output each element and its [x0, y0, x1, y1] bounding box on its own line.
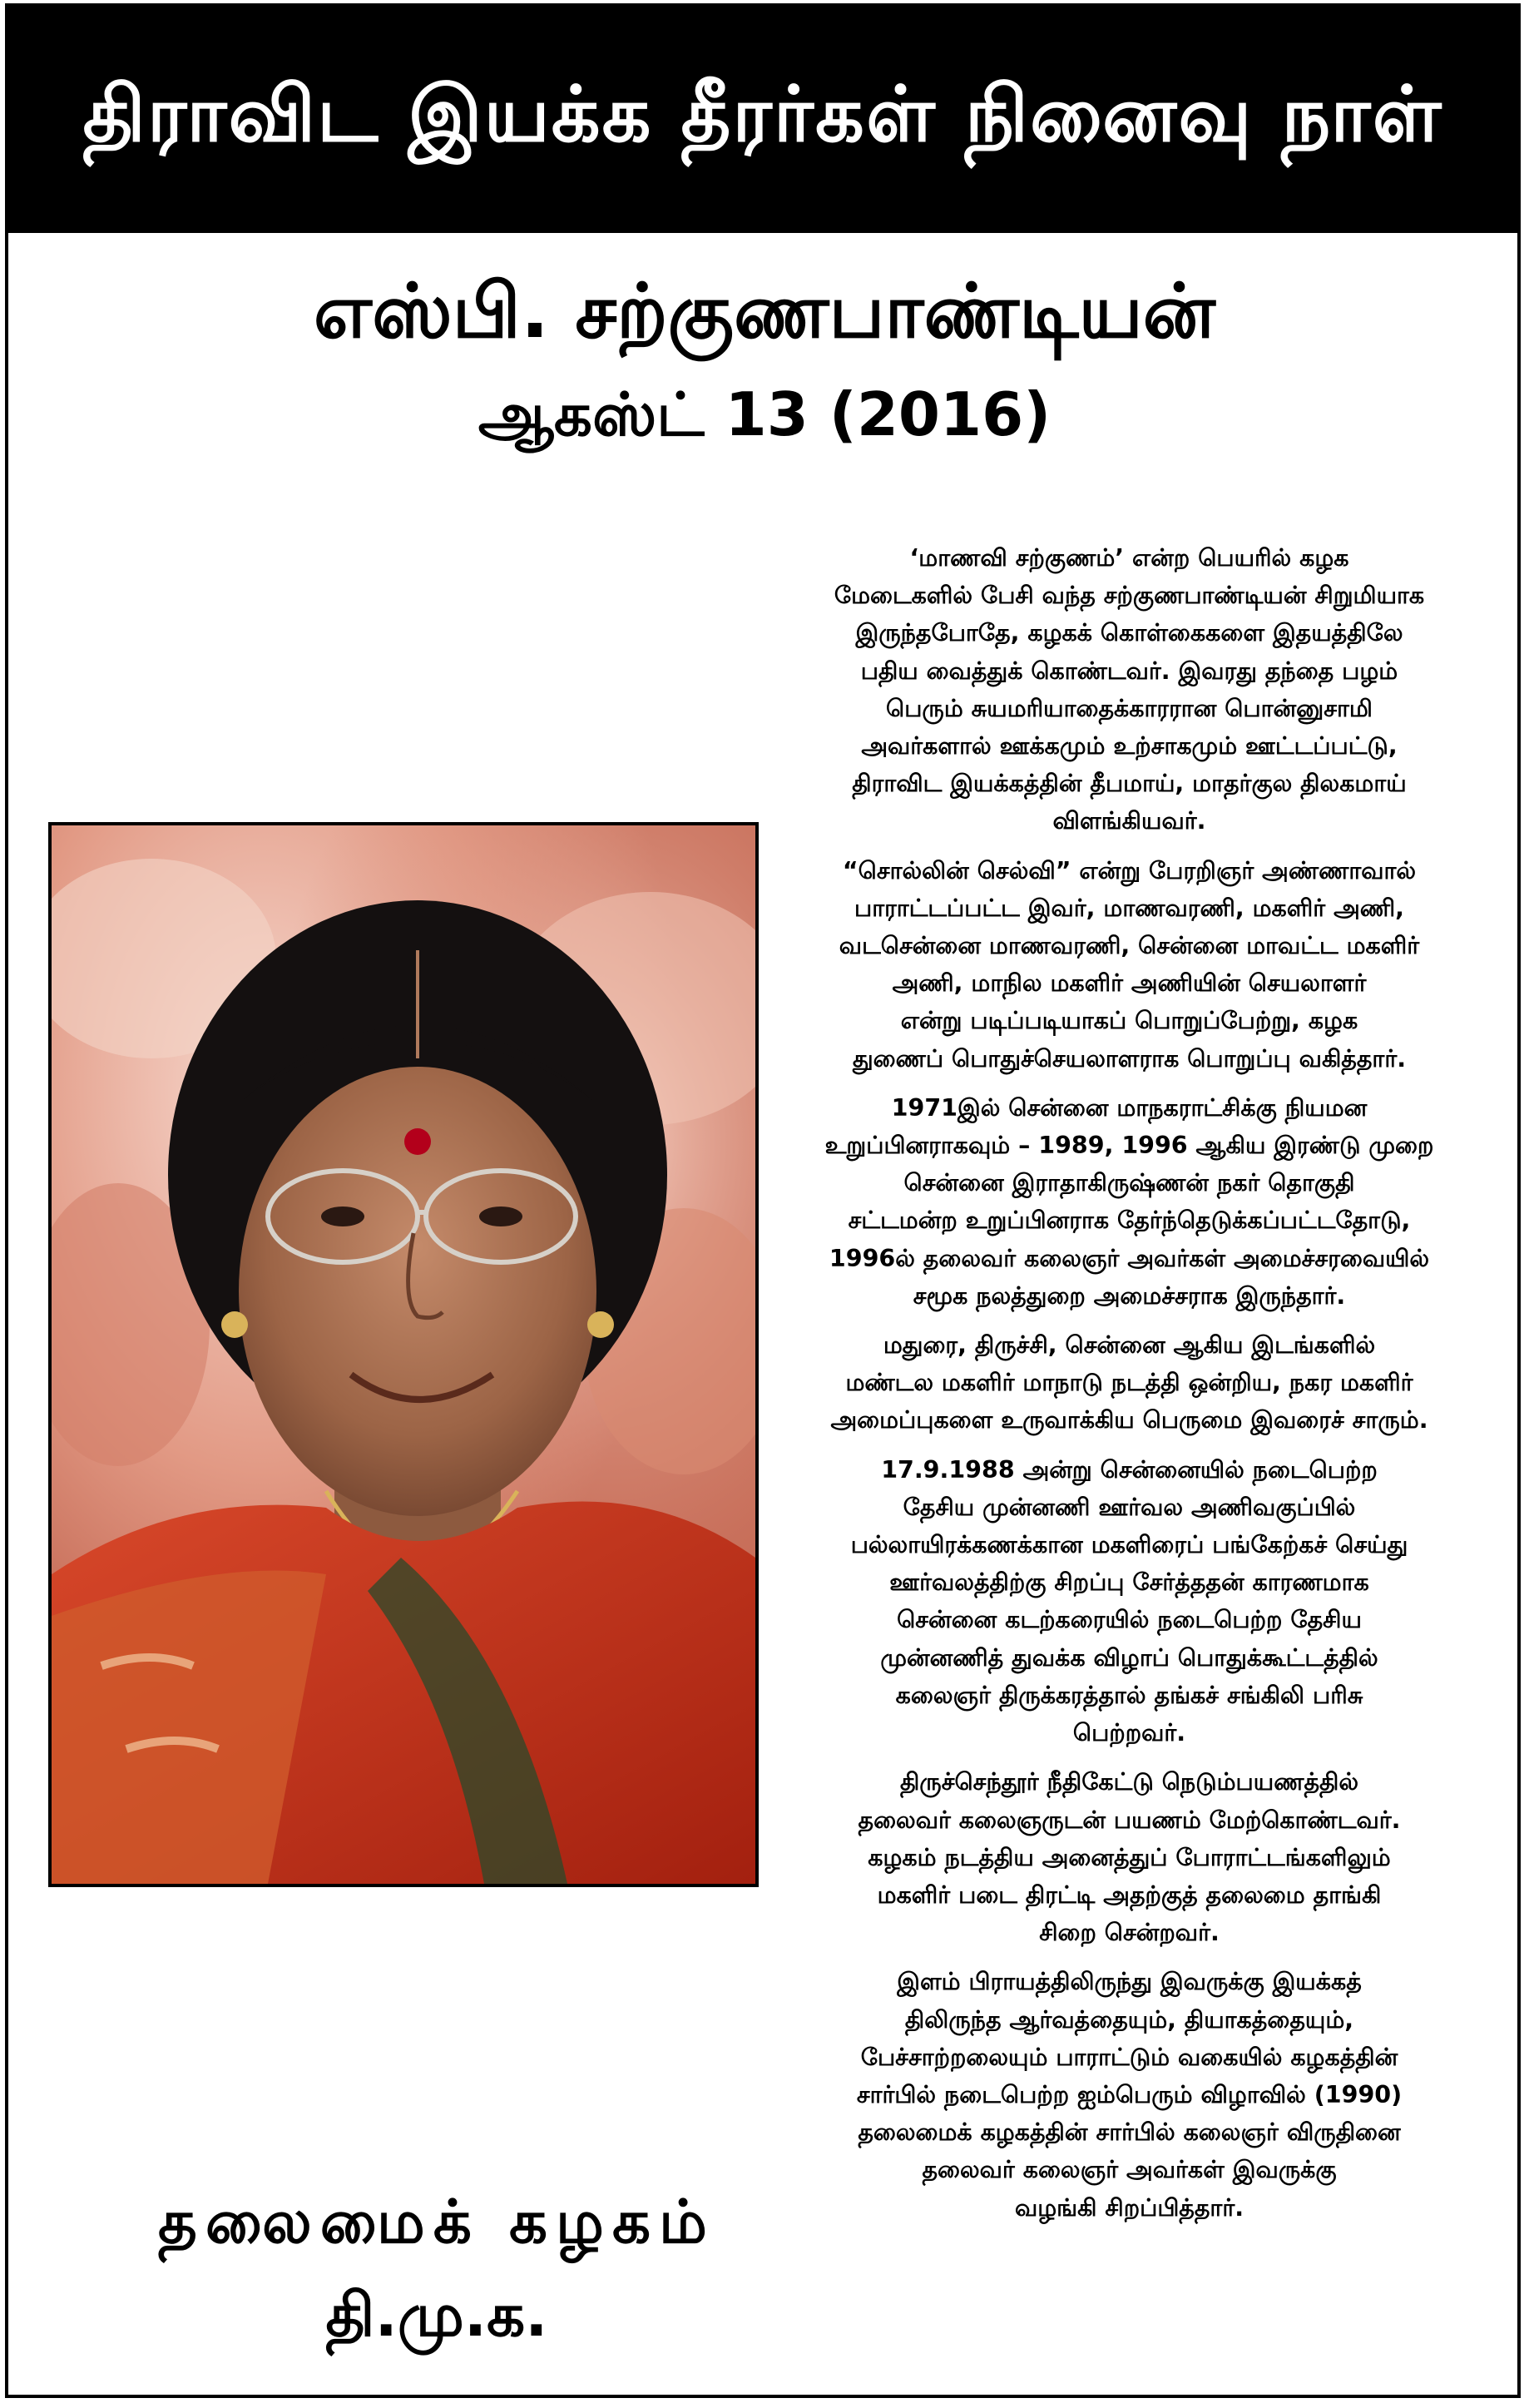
bio-paragraph-7: இளம் பிராயத்திலிருந்து இவருக்கு இயக்கத் திலிருந்த ஆர்வத்தையும், தியாகத்தையும், பேச்சாற்றலையும் பாராட்டும் வகையில் கழகத்தின் சார்பில் நடைபெற்ற ஐம்பெரும் விழாவில் (1990) தலைமைக் கழகத்தின் சார்பில் கலைஞர் விருதினை தலைவர் கலைஞர் அவர்கள் இவருக்கு வழங்கி சிறப்பித்தார்.: [856, 1968, 1403, 2222]
person-name: எஸ்பி. சற்குணபாண்டியன்: [313, 268, 1216, 355]
bio-paragraph-1: ‘மாணவி சற்குணம்’ என்ற பெயரில் கழக மேடைகளில் பேசி வந்த சற்குணபாண்டியன் சிறுமியாக இருந்தபோதே, கழகக் கொள்கைகளை இதயத்திலே பதிய வைத்துக் கொண்டவர். இவரது தந்தை பழம் பெரும் சுயமரியாதைக்காரரான பொன்னுசாமி அவர்களால் ஊக்கமும் உற்சாகமும் ஊட்டப்பட்டு, திராவிட இயக்கத்தின் தீபமாய், மாதர்குல திலகமாய் விளங்கியவர்.: [834, 544, 1425, 835]
portrait-photo: [48, 822, 759, 1887]
header-banner: [8, 7, 1517, 233]
biography-text: [757, 539, 1502, 2238]
portrait-illustration: [52, 825, 755, 1884]
bio-paragraph-4: மதுரை, திருச்சி, சென்னை ஆகிய இடங்களில் மண்டல மகளிர் மாநாடு நடத்தி ஒன்றிய, நகர மகளிர் அமைப்புகளை உருவாக்கிய பெருமை இவரைச் சாரும்.: [830, 1331, 1428, 1434]
footer-party: தி.மு.க.: [325, 2280, 548, 2350]
footer-organization: தலைமைக் கழகம்: [158, 2187, 715, 2257]
memorial-date: ஆகஸ்ட் 13 (2016): [478, 379, 1051, 449]
bio-paragraph-2: “சொல்லின் செல்வி” என்று பேரறிஞர் அண்ணாவால் பாராட்டப்பட்ட இவர், மாணவரணி, மகளிர் அணி, வடசென்னை மாணவரணி, சென்னை மாவட்ட மகளிர் அணி, மாநில மகளிர் அணியின் செயலாளர் என்று படிப்படியாகப் பொறுப்பேற்று, கழக துணைப் பொதுச்செயலாளராக பொறுப்பு வகித்தார்.: [839, 856, 1420, 1073]
header-title: திராவிட இயக்க தீரர்கள் நினைவு நாள்: [82, 70, 1443, 159]
bio-paragraph-5: 17.9.1988 அன்று சென்னையில் நடைபெற்ற தேசிய முன்னணி ஊர்வல அணிவகுப்பில் பல்லாயிரக்கணக்கான மகளிரைப் பங்கேற்கச் செய்து ஊர்வலத்திற்கு சிறப்பு சேர்த்ததன் காரணமாக சென்னை கடற்கரையில் நடைபெற்ற தேசிய முன்னணித் துவக்க விழாப் பொதுக்கூட்டத்தில் கலைஞர் திருக்கரத்தால் தங்கச் சங்கிலி பரிசு பெற்றவர்.: [850, 1455, 1408, 1747]
bio-paragraph-3: 1971இல் சென்னை மாநகராட்சிக்கு நியமன உறுப்பினராகவும் – 1989, 1996 ஆகிய இரண்டு முறை சென்னை இராதாகிருஷ்ணன் நகர் தொகுதி சட்டமன்ற உறுப்பினராக தேர்ந்தெடுக்கப்பட்டதோடு, 1996ல் தலைவர் கலைஞர் அவர்கள் அமைச்சரவையில் சமூக நலத்துறை அமைச்சராக இருந்தார்.: [824, 1093, 1434, 1310]
bio-paragraph-6: திருச்செந்தூர் நீதிகேட்டு நெடும்பயணத்தில் தலைவர் கலைஞருடன் பயணம் மேற்கொண்டவர். கழகம் நடத்திய அனைத்துப் போராட்டங்களிலும் மகளிர் படை திரட்டி அதற்குத் தலைமை தாங்கி சிறை சென்றவர்.: [858, 1768, 1401, 1947]
